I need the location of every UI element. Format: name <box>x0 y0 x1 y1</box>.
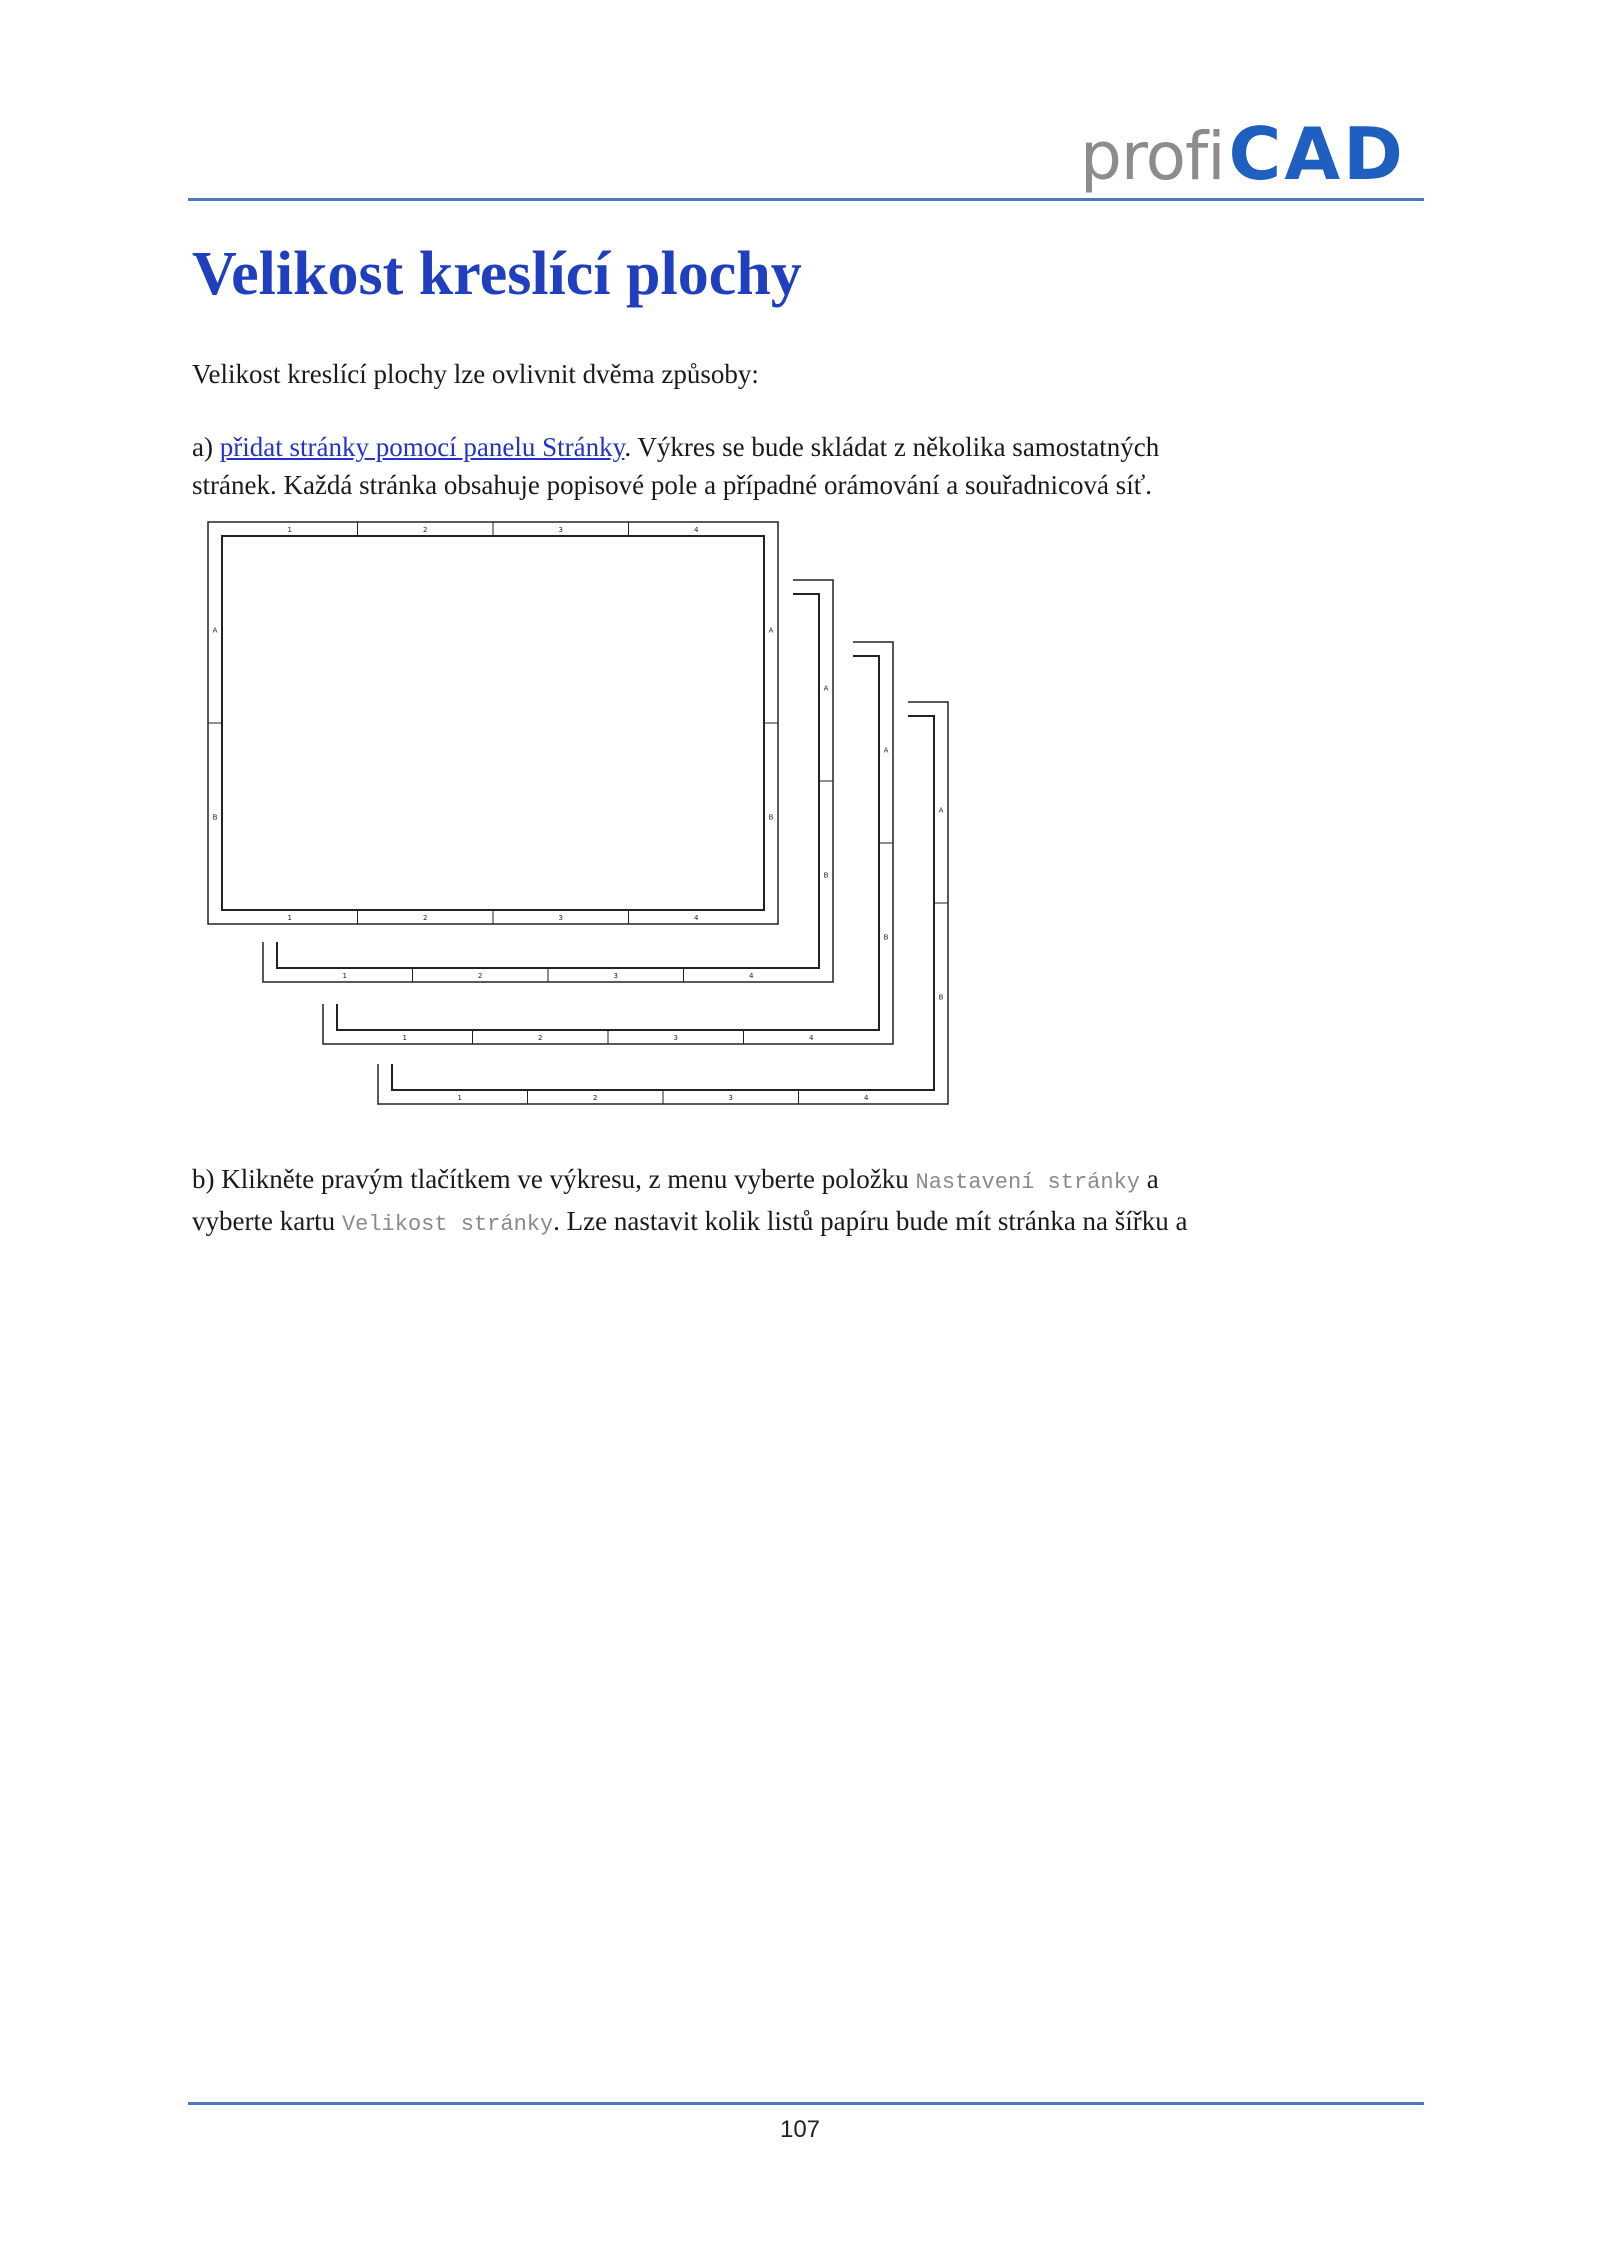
option-b-line2-prefix: vyberte kartu <box>192 1206 342 1236</box>
option-b-line2-rest: . Lze nastavit kolik listů papíru bude mít stránka na šířku a <box>553 1206 1188 1236</box>
row-label-right: B <box>883 933 889 942</box>
option-b-mid: a <box>1139 1164 1159 1194</box>
column-label-bottom: 2 <box>593 1094 598 1102</box>
tab-page-size: Velikost stránky <box>341 1212 554 1237</box>
column-label-bottom: 2 <box>423 914 428 922</box>
column-label-bottom: 1 <box>342 972 347 980</box>
add-pages-link[interactable]: přidat stránky pomocí panelu Stránky <box>219 432 625 462</box>
header-rule <box>188 198 1424 201</box>
column-label-top: 2 <box>423 526 428 534</box>
option-a-line2: stránek. Každá stránka obsahuje popisové pole a případné orámování a souřadnicová síť. <box>192 470 1152 500</box>
column-label-top: 1 <box>287 526 292 534</box>
row-label-left: B <box>212 813 218 822</box>
column-label-bottom: 3 <box>558 914 563 922</box>
option-a-line1-rest: . Výkres se bude skládat z několika samostatných <box>624 432 1160 462</box>
proficad-logo <box>1080 104 1406 196</box>
column-label-bottom: 4 <box>694 914 699 922</box>
option-a-paragraph <box>192 428 1432 504</box>
column-label-bottom: 1 <box>402 1034 407 1042</box>
row-label-left: A <box>212 626 218 635</box>
page-number: 107 <box>779 2116 821 2143</box>
row-label-right: A <box>823 684 829 693</box>
option-b-prefix: b) Klikněte pravým tlačítkem ve výkresu, z menu vyberte položku <box>192 1164 916 1194</box>
page-title: Velikost kreslící plochy <box>192 240 802 308</box>
logo-cad-text: CAD <box>1228 112 1406 196</box>
stacked-pages-figure <box>206 520 956 1110</box>
intro-paragraph: Velikost kreslící plochy lze ovlivnit dvěma způsoby: <box>192 359 759 389</box>
logo-profi-text: profi <box>1080 118 1225 195</box>
column-label-bottom: 2 <box>538 1034 543 1042</box>
menu-item-page-settings: Nastavení stránky <box>915 1170 1140 1195</box>
row-label-right: A <box>938 806 944 815</box>
column-label-top: 4 <box>694 526 699 534</box>
column-label-bottom: 4 <box>864 1094 869 1102</box>
column-label-bottom: 1 <box>287 914 292 922</box>
option-a-prefix: a) <box>192 432 220 462</box>
row-label-right: B <box>938 993 944 1002</box>
column-label-bottom: 3 <box>673 1034 678 1042</box>
column-label-bottom: 1 <box>457 1094 462 1102</box>
column-label-bottom: 4 <box>809 1034 814 1042</box>
column-label-bottom: 3 <box>728 1094 733 1102</box>
column-label-bottom: 4 <box>749 972 754 980</box>
column-label-bottom: 3 <box>613 972 618 980</box>
row-label-right: A <box>768 626 774 635</box>
row-label-right: B <box>823 871 829 880</box>
footer-rule <box>188 2102 1424 2105</box>
sheet-1 <box>208 522 778 924</box>
option-b-paragraph <box>192 1160 1432 1244</box>
row-label-right: A <box>883 746 889 755</box>
column-label-bottom: 2 <box>478 972 483 980</box>
row-label-right: B <box>768 813 774 822</box>
column-label-top: 3 <box>558 526 563 534</box>
sheet-inner-frame <box>222 536 764 910</box>
